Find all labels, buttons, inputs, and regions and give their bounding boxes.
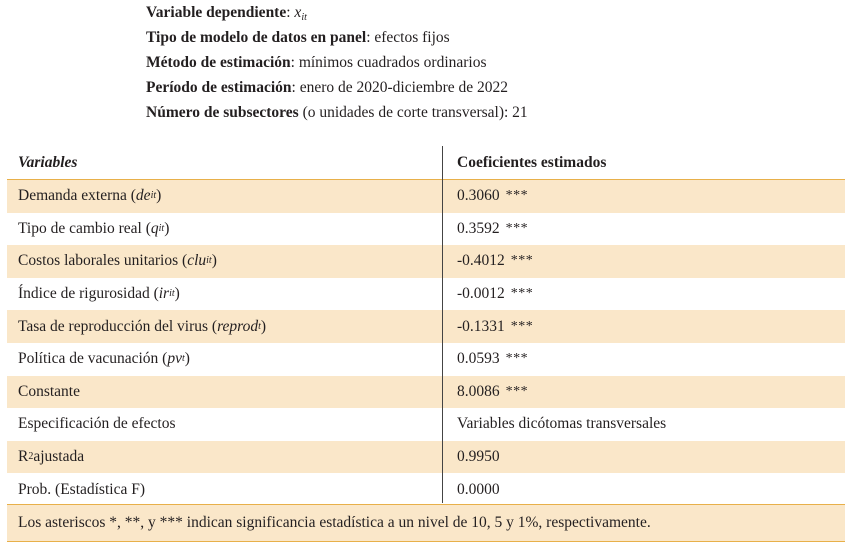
coefficient-value: 0.0593 ***	[457, 350, 529, 368]
estimation-period-value: : enero de 2020-diciembre de 2022	[291, 79, 509, 96]
footnote-text: Los asteriscos *, **, y *** indican significancia estadística a un nivel de 10, 5 y 1%, respectivamente.	[18, 514, 651, 531]
significance-stars: ***	[510, 318, 534, 334]
coefficient-value: 0.3592 ***	[457, 219, 529, 237]
significance-stars: ***	[505, 383, 529, 399]
variable-name: Costos laborales unitarios ( clu it )	[18, 252, 217, 270]
variable-name: Demanda externa ( de it )	[18, 187, 162, 205]
table-row	[7, 213, 845, 246]
dependent-variable-symbol: x	[294, 4, 302, 21]
model-type-value: : efectos fijos	[366, 29, 450, 46]
subsectors-label: Número de subsectores	[146, 104, 299, 121]
column-header-coefficients: Coeficientes estimados	[457, 153, 607, 171]
table-row	[7, 310, 845, 343]
coefficient-value: -0.1331 ***	[457, 317, 534, 335]
model-type-label: Tipo de modelo de datos en panel	[146, 29, 367, 46]
significance-stars: ***	[510, 286, 534, 302]
f-probability-label: Prob. (Estadística F)	[18, 480, 145, 498]
subsectors-value: (o unidades de corte transversal): 21	[298, 104, 528, 121]
coefficient-value: 8.0086 ***	[457, 382, 529, 400]
dependent-variable-separator: :	[286, 4, 295, 21]
adjusted-r2-label: R 2 ajustada	[18, 448, 85, 466]
header-line-estimation-method	[146, 50, 528, 75]
table-header-row	[7, 146, 845, 180]
f-probability-value: 0.0000	[457, 480, 500, 498]
variable-name: Constante	[18, 382, 80, 400]
table-row	[7, 180, 845, 213]
significance-stars: ***	[505, 351, 529, 367]
adjusted-r2-value: 0.9950	[457, 448, 500, 466]
coefficient-value: -0.4012 ***	[457, 252, 534, 270]
significance-stars: ***	[505, 188, 529, 204]
coefficient-value: -0.0012 ***	[457, 285, 534, 303]
model-header	[146, 0, 528, 125]
header-line-model-type	[146, 25, 528, 50]
header-line-estimation-period	[146, 75, 528, 100]
table-row-f-probability	[7, 473, 845, 506]
dependent-variable-subscript: it	[301, 12, 307, 23]
table-row-effects-specification	[7, 408, 845, 441]
table-row	[7, 343, 845, 376]
significance-stars: ***	[505, 220, 529, 236]
variable-name: Política de vacunación ( pv t )	[18, 350, 190, 368]
table-row	[7, 245, 845, 278]
variable-name: Tasa de reproducción del virus ( reprod t )	[18, 317, 267, 335]
estimation-method-label: Método de estimación	[146, 54, 291, 71]
column-header-variables: Variables	[18, 153, 78, 171]
column-divider	[442, 146, 443, 503]
table-row	[7, 376, 845, 409]
header-line-dependent-variable	[146, 0, 528, 25]
table-row	[7, 278, 845, 311]
significance-stars: ***	[510, 253, 534, 269]
variable-name: Tipo de cambio real ( q it )	[18, 219, 170, 237]
significance-footnote	[7, 504, 845, 542]
coefficient-value: 0.3060 ***	[457, 187, 529, 205]
table-row-adjusted-r2	[7, 441, 845, 474]
header-line-subsectors	[146, 100, 528, 125]
coefficients-table	[7, 146, 845, 506]
dependent-variable-label: Variable dependiente	[146, 4, 287, 21]
variable-name: Índice de rigurosidad ( ir it )	[18, 285, 180, 303]
effects-specification-label: Especificación de efectos	[18, 415, 176, 433]
estimation-period-label: Período de estimación	[146, 79, 292, 96]
effects-specification-value: Variables dicótomas transversales	[457, 415, 667, 433]
estimation-method-value: : mínimos cuadrados ordinarios	[290, 54, 487, 71]
